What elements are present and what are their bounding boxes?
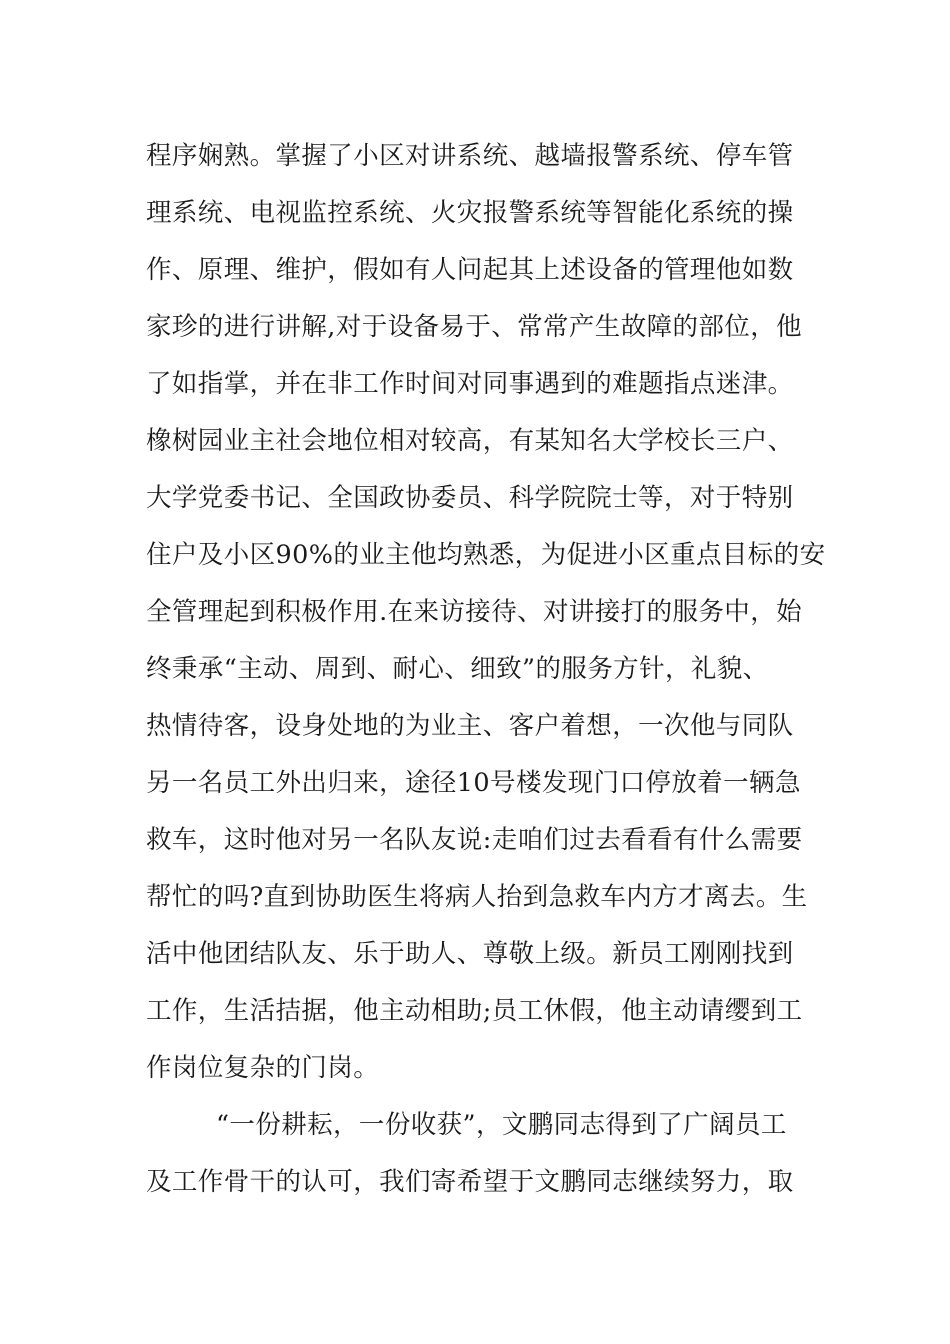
text-line: 大学党委书记、全国政协委员、科学院院士等，对于特别 bbox=[146, 483, 794, 513]
text-line: 住户及小区90%的业主他均熟悉，为促进小区重点目标的安 bbox=[146, 540, 826, 570]
text-line: 终秉承“主动、周到、耐心、细致”的服务方针，礼貌、 bbox=[146, 654, 769, 684]
text-line: 程序娴熟。掌握了小区对讲系统、越墙报警系统、停车管 bbox=[146, 141, 794, 171]
text-line: 及工作骨干的认可，我们寄希望于文鹏同志继续努力，取 bbox=[146, 1167, 794, 1197]
text-line: 作岗位复杂的门岗。 bbox=[146, 1053, 380, 1083]
text-line: 理系统、电视监控系统、火灾报警系统等智能化系统的操 bbox=[146, 198, 794, 228]
text-line: 工作，生活拮据，他主动相助;员工休假，他主动请缨到工 bbox=[146, 996, 803, 1026]
text-line: 橡树园业主社会地位相对较高，有某知名大学校长三户、 bbox=[146, 426, 794, 456]
text-line: 家珍的进行讲解,对于设备易于、常常产生故障的部位，他 bbox=[146, 312, 803, 342]
text-line: 作、原理、维护，假如有人问起其上述设备的管理他如数 bbox=[146, 255, 794, 285]
text-line: 活中他团结队友、乐于助人、尊敬上级。新员工刚刚找到 bbox=[146, 939, 794, 969]
body-text bbox=[146, 128, 826, 1211]
text-line: 救车，这时他对另一名队友说:走咱们过去看看有什么需要 bbox=[146, 825, 803, 855]
text-line: 另一名员工外出归来，途径10号楼发现门口停放着一辆急 bbox=[146, 768, 801, 798]
text-line: 帮忙的吗?直到协助医生将病人抬到急救车内方才离去。生 bbox=[146, 882, 808, 912]
text-line: 了如指掌，并在非工作时间对同事遇到的难题指点迷津。 bbox=[146, 369, 794, 399]
text-line: 全管理起到积极作用.在来访接待、对讲接打的服务中，始 bbox=[146, 597, 803, 627]
paragraph-first-line: “一份耕耘，一份收获”，文鹏同志得到了广阔员工 bbox=[216, 1110, 787, 1140]
text-line: 热情待客，设身处地的为业主、客户着想，一次他与同队 bbox=[146, 711, 794, 741]
